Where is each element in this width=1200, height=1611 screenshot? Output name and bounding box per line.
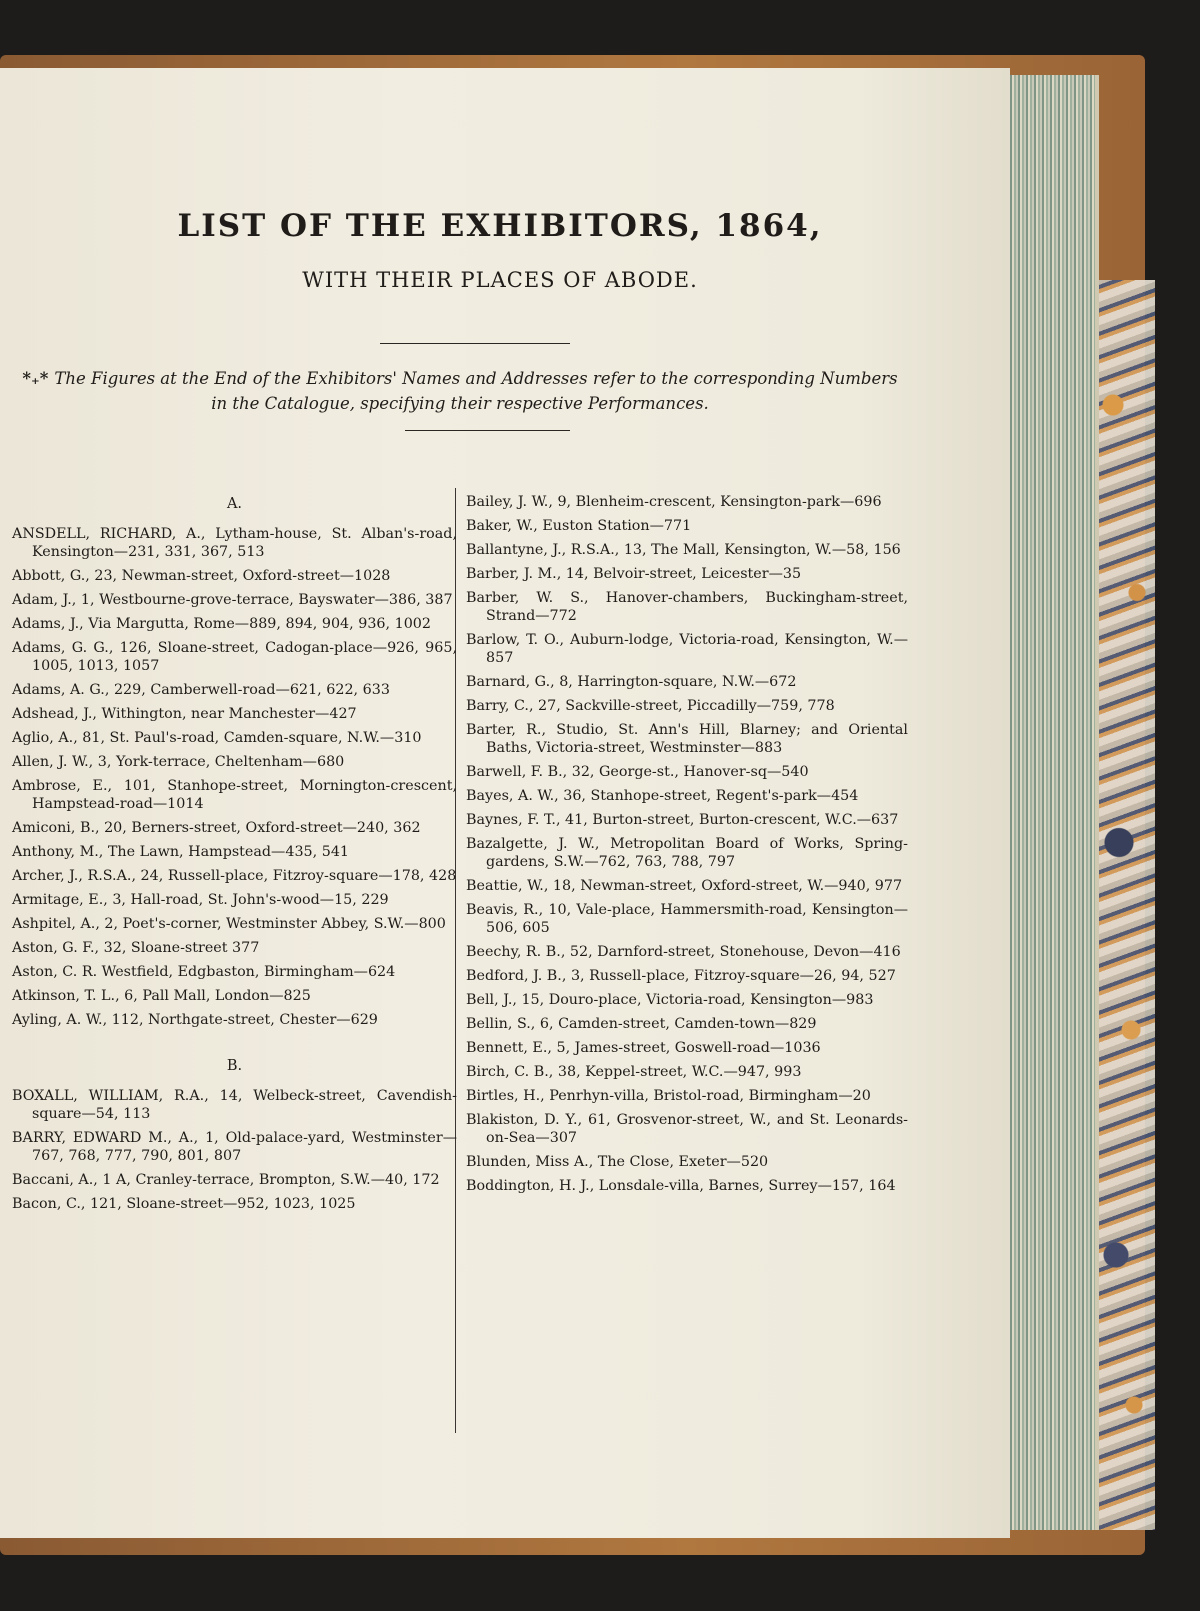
exhibitor-entry: Barber, W. S., Hanover-chambers, Buckingham-street, Strand—772 [466,590,908,624]
exhibitor-entry: Bellin, S., 6, Camden-street, Camden-town—829 [466,1016,817,1032]
exhibitor-entry: Bell, J., 15, Douro-place, Victoria-road, Kensington—983 [466,992,874,1008]
catalogue-note [20,366,900,416]
marbled-endpaper [1095,280,1155,1530]
exhibitor-entry: Aglio, A., 81, St. Paul's-road, Camden-square, N.W.—310 [12,730,422,746]
exhibitor-entry: Beechy, R. B., 52, Darnford-street, Stonehouse, Devon—416 [466,944,901,960]
exhibitor-entry: Adam, J., 1, Westbourne-grove-terrace, Bayswater—386, 387 [12,592,453,608]
right-column [466,493,908,1201]
middle-rule [405,430,570,431]
note-marker: *₊* [22,369,49,388]
exhibitor-entry: Blunden, Miss A., The Close, Exeter—520 [466,1154,769,1170]
exhibitor-entry: Atkinson, T. L., 6, Pall Mall, London—825 [12,988,311,1004]
exhibitor-entry: Barnard, G., 8, Harrington-square, N.W.—672 [466,674,797,690]
exhibitor-entry: Birtles, H., Penrhyn-villa, Bristol-road, Birmingham—20 [466,1088,871,1104]
page-subtitle: WITH THEIR PLACES OF ABODE. [302,268,698,292]
exhibitor-entry: Adams, G. G., 126, Sloane-street, Cadogan-place—926, 965, 1005, 1013, 1057 [12,640,457,674]
exhibitor-entry: Ambrose, E., 101, Stanhope-street, Mornington-crescent, Hampstead-road—1014 [12,778,457,812]
exhibitor-entry: Aston, G. F., 32, Sloane-street 377 [12,940,260,956]
exhibitor-entry: Adams, A. G., 229, Camberwell-road—621, 622, 633 [12,682,390,698]
exhibitor-entry: Birch, C. B., 38, Keppel-street, W.C.—947, 993 [466,1064,802,1080]
exhibitor-entry: Bedford, J. B., 3, Russell-place, Fitzroy-square—26, 94, 527 [466,968,896,984]
exhibitor-entry: Baccani, A., 1 A, Cranley-terrace, Brompton, S.W.—40, 172 [12,1172,440,1188]
exhibitor-entry: Barter, R., Studio, St. Ann's Hill, Blarney; and Oriental Baths, Victoria-street, Westminster—883 [466,722,908,756]
page-edges [1000,75,1099,1530]
exhibitor-entry: ANSDELL, RICHARD, A., Lytham-house, St. Alban's-road, Kensington—231, 331, 367, 513 [12,526,457,560]
exhibitor-entry: Bayes, A. W., 36, Stanhope-street, Regent's-park—454 [466,788,859,804]
exhibitor-entry: Bennett, E., 5, James-street, Goswell-road—1036 [466,1040,821,1056]
entries-b [12,1087,457,1213]
exhibitor-entry: Bailey, J. W., 9, Blenheim-crescent, Kensington-park—696 [466,494,882,510]
exhibitor-entry: Bazalgette, J. W., Metropolitan Board of Works, Spring-gardens, S.W.—762, 763, 788, 797 [466,836,908,870]
exhibitor-entry: Beattie, W., 18, Newman-street, Oxford-street, W.—940, 977 [466,878,903,894]
exhibitor-entry: Adshead, J., Withington, near Manchester—427 [12,706,357,722]
page-title: LIST OF THE EXHIBITORS, 1864, [177,208,823,244]
exhibitor-entry: BOXALL, WILLIAM, R.A., 14, Welbeck-street, Cavendish-square—54, 113 [12,1088,457,1122]
exhibitor-entry: Aston, C. R. Westfield, Edgbaston, Birmingham—624 [12,964,396,980]
entries-a [12,525,457,1029]
section-heading-a: A. [226,496,243,512]
exhibitor-entry: Ashpitel, A., 2, Poet's-corner, Westminster Abbey, S.W.—800 [12,916,446,932]
section-heading-b: B. [226,1058,243,1074]
left-column [12,493,457,1219]
exhibitor-entry: Baynes, F. T., 41, Burton-street, Burton-crescent, W.C.—637 [466,812,899,828]
exhibitor-entry: BARRY, EDWARD M., A., 1, Old-palace-yard, Westminster—767, 768, 777, 790, 801, 807 [12,1130,457,1164]
exhibitor-entry: Blakiston, D. Y., 61, Grosvenor-street, W., and St. Leonards-on-Sea—307 [466,1112,908,1146]
exhibitor-entry: Anthony, M., The Lawn, Hampstead—435, 541 [12,844,350,860]
exhibitor-entry: Bacon, C., 121, Sloane-street—952, 1023, 1025 [12,1196,356,1212]
book-page [0,68,1010,1538]
exhibitor-entry: Ballantyne, J., R.S.A., 13, The Mall, Kensington, W.—58, 156 [466,542,901,558]
exhibitor-entry: Barwell, F. B., 32, George-st., Hanover-sq—540 [466,764,809,780]
exhibitor-entry: Barber, J. M., 14, Belvoir-street, Leicester—35 [466,566,802,582]
exhibitor-entry: Baker, W., Euston Station—771 [466,518,692,534]
top-rule [380,343,570,344]
exhibitor-entry: Abbott, G., 23, Newman-street, Oxford-street—1028 [12,568,391,584]
exhibitor-entry: Beavis, R., 10, Vale-place, Hammersmith-road, Kensington—506, 605 [466,902,908,936]
note-text: The Figures at the End of the Exhibitors' Names and Addresses refer to the corresponding Numbers in the Catalogue, specifying their respective Performances. [54,369,898,413]
entries-right [466,493,908,1195]
exhibitor-entry: Adams, J., Via Margutta, Rome—889, 894, 904, 936, 1002 [12,616,431,632]
exhibitor-entry: Amiconi, B., 20, Berners-street, Oxford-street—240, 362 [12,820,421,836]
exhibitor-entry: Barlow, T. O., Auburn-lodge, Victoria-road, Kensington, W.—857 [466,632,908,666]
exhibitor-entry: Boddington, H. J., Lonsdale-villa, Barnes, Surrey—157, 164 [466,1178,896,1194]
exhibitor-entry: Archer, J., R.S.A., 24, Russell-place, Fitzroy-square—178, 428 [12,868,457,884]
exhibitor-entry: Barry, C., 27, Sackville-street, Piccadilly—759, 778 [466,698,835,714]
exhibitor-entry: Ayling, A. W., 112, Northgate-street, Chester—629 [12,1012,378,1028]
exhibitor-entry: Armitage, E., 3, Hall-road, St. John's-wood—15, 229 [12,892,389,908]
exhibitor-entry: Allen, J. W., 3, York-terrace, Cheltenham—680 [12,754,345,770]
